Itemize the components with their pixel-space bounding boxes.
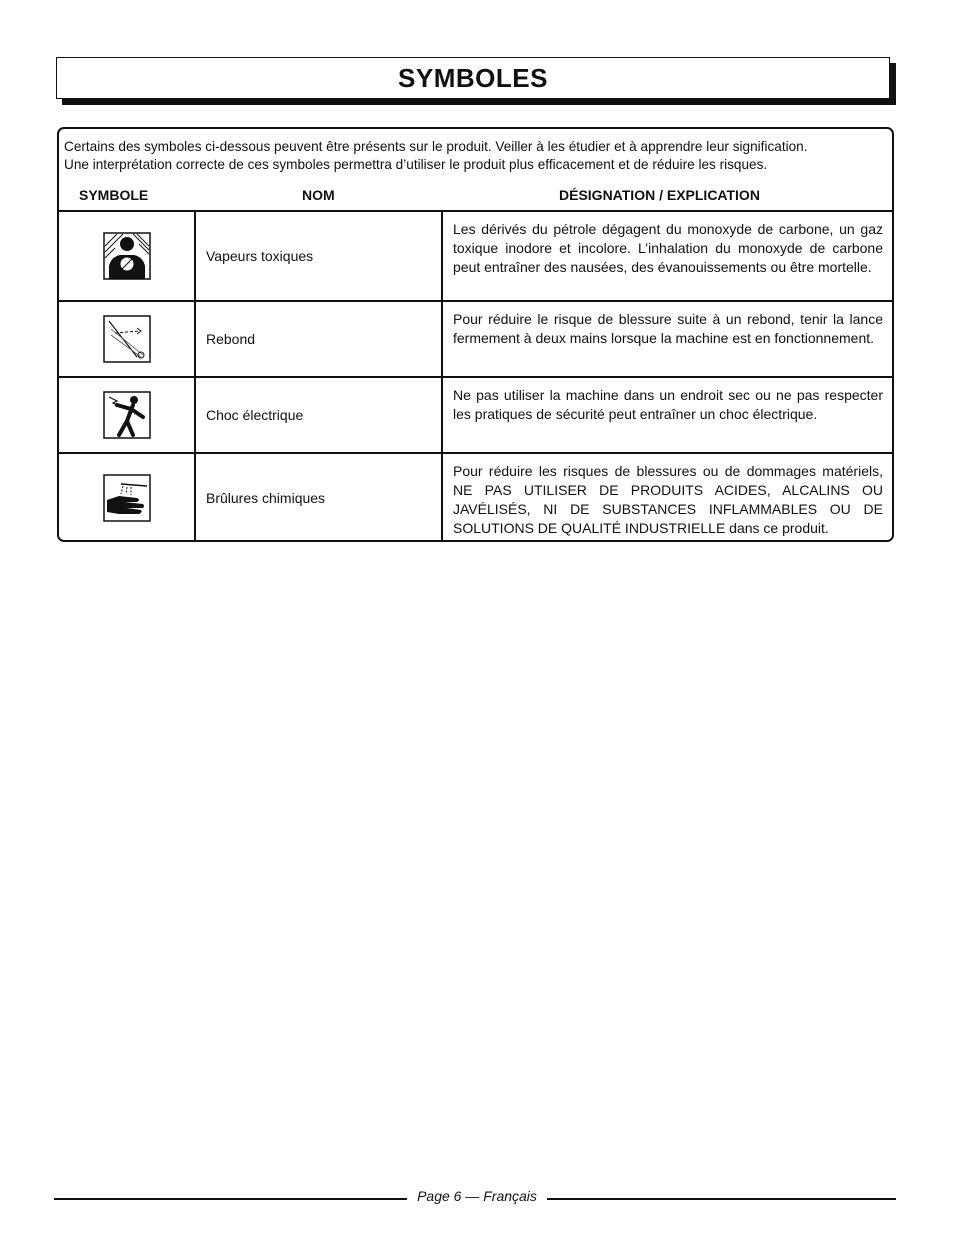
table-row	[59, 302, 892, 378]
symbol-cell	[59, 212, 196, 300]
header-explanation: DÉSIGNATION / EXPLICATION	[559, 187, 760, 203]
name-cell: Rebond	[196, 302, 443, 376]
explanation-cell: Pour réduire les risques de blessures ou de dommages matériels, NE PAS UTILISER DE PRODUITS ACIDES, ALCALINS OU JAVÉLISÉS, NI DE SUBSTANCES INFLAMMABLES OU DE SOLUTIONS DE QUALITÉ INDUSTRIELLE dans ce produit.	[453, 463, 883, 536]
explanation-cell: Pour réduire le risque de blessure suite à un rebond, tenir la lance fermement à deux mains lorsque la machine est en fonctionnement.	[453, 311, 883, 346]
explanation-cell: Ne pas utiliser la machine dans un endroit sec ou ne pas respecter les pratiques de sécurité peut entraîner un choc électrique.	[453, 387, 883, 422]
kickback-icon	[103, 315, 151, 363]
title-box	[56, 57, 890, 99]
header-name: NOM	[302, 187, 335, 203]
chemical-burn-icon	[103, 474, 151, 522]
name-cell: Choc électrique	[196, 378, 443, 452]
symbol-cell	[59, 454, 196, 542]
footer-label: Page 6 — Français	[407, 1188, 547, 1204]
header-symbol: SYMBOLE	[79, 187, 149, 203]
symbols-panel	[57, 127, 894, 542]
table-row	[59, 454, 892, 542]
explanation-cell: Les dérivés du pétrole dégagent du monoxyde de carbone, un gaz toxique inodore et incolore. L’inhalation du monoxyde de carbone peut entraîner des nausées, des évanouissements ou être mortelle.	[453, 221, 883, 275]
intro-line-2: Une interprétation correcte de ces symboles permettra d’utiliser le produit plus efficacement et de réduire les risques.	[64, 157, 768, 172]
toxic-fumes-icon	[103, 232, 151, 280]
table-row	[59, 212, 892, 302]
name-cell: Vapeurs toxiques	[196, 212, 443, 300]
symbol-cell	[59, 378, 196, 452]
electric-shock-icon	[103, 391, 151, 439]
intro-text	[64, 138, 894, 174]
symbols-table	[59, 210, 892, 542]
symbol-cell	[59, 302, 196, 376]
table-row	[59, 378, 892, 454]
intro-line-1: Certains des symboles ci-dessous peuvent être présents sur le produit. Veiller à les étudier et à apprendre leur signification.	[64, 139, 808, 154]
page-footer	[0, 1188, 954, 1204]
page-title: SYMBOLES	[398, 62, 548, 93]
name-cell: Brûlures chimiques	[196, 454, 443, 542]
title-banner	[56, 57, 890, 99]
